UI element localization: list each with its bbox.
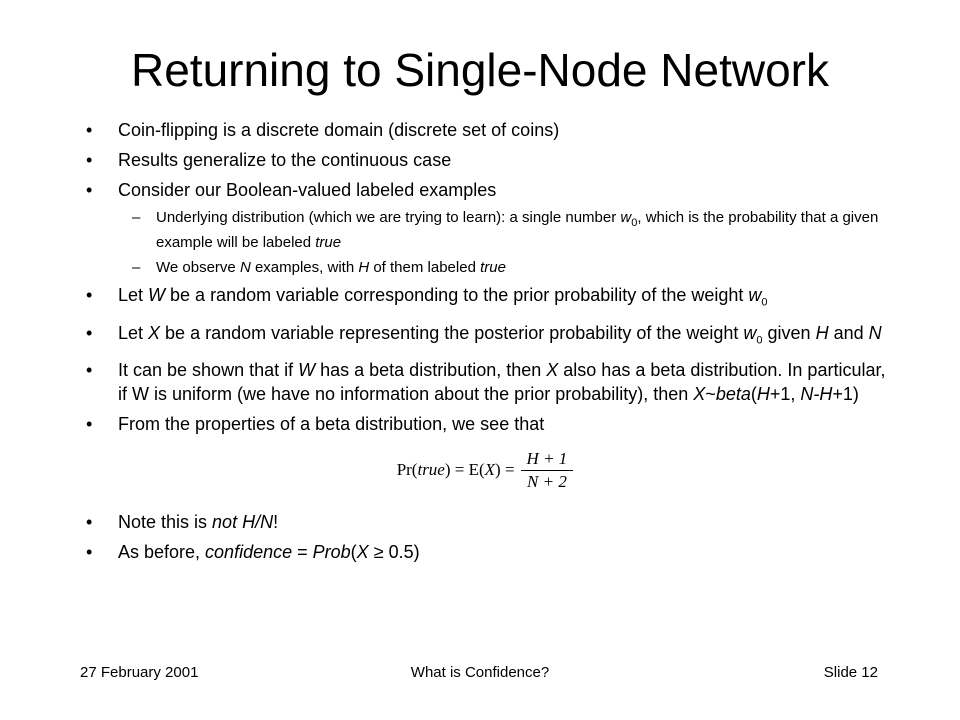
bullet-properties [82,412,888,436]
text: , which is the probability that a given example will be labeled [156,209,879,251]
bullet-dot: • [86,512,93,533]
text: 0.5) [388,542,420,563]
bullet-dot: • [86,360,93,381]
subbullet-dash: – [132,209,141,226]
var-n-minus-h: N-H [800,384,833,405]
word-confidence: confidence [205,542,293,563]
text: also has a beta distribution. In particular, if W is uniform (we have no information about the prior probability), then [118,360,886,405]
text: given [762,322,816,343]
bullet-text: Consider our Boolean-valued labeled examples [118,180,497,200]
text: has a beta distribution, then [315,360,547,381]
var-n: N [868,322,882,343]
bullet-dot: • [86,414,93,435]
tilde-symbol: ~ [705,384,716,405]
text: It can be shown that if [118,360,299,381]
text: be a random variable representing the posterior probability of the weight [160,322,744,343]
geq-symbol: ≥ [368,542,389,563]
bullet-text: Coin-flipping is a discrete domain (discrete set of coins) [118,120,560,140]
var-w-cap: W [298,360,316,381]
bullet-beta-distribution [82,358,888,406]
var-x: X [356,542,369,563]
formula [397,449,574,492]
var-x: X [546,360,559,381]
word-beta: beta [715,384,751,405]
word-prob: Prob [312,542,351,563]
formula-text: ) = E( [444,460,485,480]
formula-text: Pr( [396,460,418,480]
bullet-dot: • [86,180,93,200]
footer-title: What is Confidence? [410,664,550,681]
word-true: true [480,259,506,276]
formula-row [82,448,888,492]
subbullet-dash: – [132,259,141,276]
bullet-let-x [82,321,888,353]
bullet-dot: • [86,150,93,170]
text: be a random variable corresponding to the prior probability of the weight [165,285,749,305]
footer-slide-number: Slide 12 [823,664,878,681]
var-x: X [693,384,706,405]
bullet-generalize [82,148,888,172]
fraction-denominator: N + 2 [527,471,567,491]
text: ( [750,384,757,405]
text: Let [118,322,149,343]
slide-title: Returning to Single-Node Network [130,44,830,96]
bullet-text: From the properties of a beta distribution, we see that [118,414,545,435]
text: As before, [118,542,206,563]
bullet-coin-flipping [82,118,888,142]
formula-fraction [521,449,574,492]
word-true: true [315,234,342,251]
var-x: X [148,322,161,343]
bullet-let-w [82,283,888,315]
var-h: H [756,384,770,405]
var-w: w [620,209,632,226]
bullet-dot: • [86,542,93,563]
text: ( [350,542,357,563]
bullet-dot: • [86,120,93,140]
fraction-numerator: H + 1 [521,449,574,471]
word-not-h-over-n: not H/N [212,512,274,533]
text: Note this is [118,512,213,533]
var-w: w [743,322,757,343]
var-w-sub: 0 [631,217,638,229]
var-h: H [815,322,829,343]
text: examples, with [250,259,359,276]
var-n: N [239,259,251,276]
var-w-sub: 0 [761,296,768,309]
formula-true: true [417,460,445,480]
text: +1, [769,384,801,405]
subbullet-underlying-distribution [82,208,888,252]
var-w-cap: W [148,285,166,305]
var-w-sub: 0 [756,334,763,347]
formula-text: ) = [495,460,515,480]
text: = [292,542,313,563]
text: We observe [156,259,240,276]
text: Let [118,285,149,305]
bullet-boolean-examples [82,178,888,202]
bullet-note [82,510,888,534]
text: of them labeled [369,259,481,276]
bullet-text: Results generalize to the continuous case [118,150,452,170]
var-h: H [358,259,370,276]
text: +1) [832,384,859,405]
formula-x: X [484,460,496,480]
text: ! [273,512,279,533]
subbullet-observe-n [82,258,888,277]
bullet-confidence [82,540,888,564]
footer-date: 27 February 2001 [80,664,199,681]
bullet-dot: • [86,285,93,305]
text: and [828,322,869,343]
slide-body [82,118,888,570]
var-w: w [748,285,762,305]
text: Underlying distribution (which we are trying to learn): a single number [156,209,621,226]
bullet-dot: • [86,322,93,343]
